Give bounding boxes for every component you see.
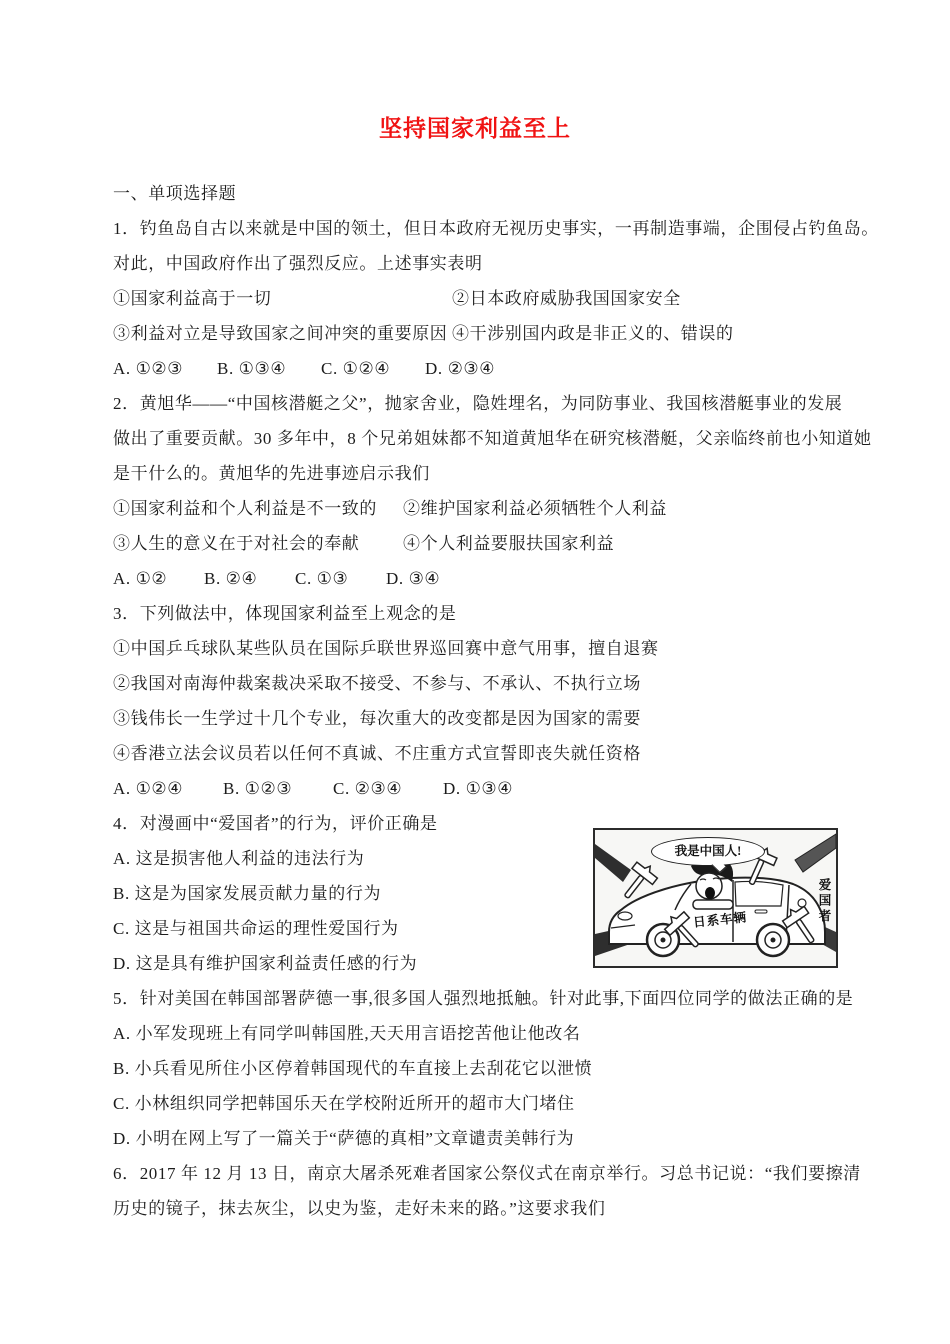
option-line: ②我国对南海仲裁案裁决采取不接受、不参与、不承认、不执行立场 [113,674,641,693]
option-line [113,526,873,561]
option-line: B. 这是为国家发展贡献力量的行为 [113,884,382,903]
option-line: D. 这是具有维护国家利益责任感的行为 [113,954,418,973]
line-segment: ③利益对立是导致国家之间冲突的重要原因 [113,324,448,343]
option-line: D. 小明在网上写了一篇关于“萨德的真相”文章谴责美韩行为 [113,1129,575,1148]
rear-wheel [757,924,789,956]
option-line [113,491,873,526]
line-segment: B. ②④ [204,569,258,588]
line-segment: ①国家利益和个人利益是不一致的 [113,499,377,518]
option-line [113,281,873,316]
sleeve-top-left [595,844,631,882]
line-segment: B. ①③④ [217,359,287,378]
line-segment: D. ②③④ [425,359,496,378]
question-line: 历史的镜子，抹去灰尘，以史为鉴，走好未来的路。”这要求我们 [113,1199,606,1218]
answer-line [113,351,873,386]
section-header-line: 一、单项选择题 [113,184,237,203]
line-segment: ③人生的意义在于对社会的奉献 [113,534,360,553]
answer-line [113,771,873,806]
question-line: 做出了重要贡献。30 多年中，8 个兄弟姐妹都不知道黄旭华在研究核潜艇，父亲临终前也小知道她 [113,429,872,448]
line-segment: D. ③④ [386,569,441,588]
question-line: 1．钓鱼岛自古以来就是中国的领土，但日本政府无视历史事实，一再制造事端，企围侵占钓鱼岛。 [113,219,879,238]
question-list [113,176,879,1226]
question-line: 3．下列做法中，体现国家利益至上观念的是 [113,604,457,623]
option-line: C. 这是与祖国共命运的理性爱国行为 [113,919,399,938]
option-line: A. 这是损害他人利益的违法行为 [113,849,365,868]
line-segment: ②日本政府威胁我国国家安全 [452,289,681,308]
patriot-label: 爱国者 [817,878,831,925]
line-segment: A. ①②④ [113,779,184,798]
option-line: ①中国乒乓球队某些队员在国际乒联世界巡回赛中意气用事，擅自退赛 [113,639,659,658]
line-segment: C. ①②④ [321,359,391,378]
option-line: A. 小军发现班上有同学叫韩国胜,天天用言语挖苦他让他改名 [113,1024,581,1043]
line-segment: C. ②③④ [333,779,403,798]
line-segment: ①国家利益高于一切 [113,289,272,308]
question-line: 4．对漫画中“爱国者”的行为，评价正确是 [113,814,438,833]
option-line: ④香港立法会议员若以任何不真诚、不庄重方式宣誓即丧失就任资格 [113,744,641,763]
option-line: ③钱伟长一生学过十几个专业，每次重大的改变都是因为国家的需要 [113,709,641,728]
line-segment: D. ①③④ [443,779,514,798]
line-segment: ④干涉别国内政是非正义的、错误的 [452,324,734,343]
option-line: B. 小兵看见所住小区停着韩国现代的车直接上去刮花它以泄愤 [113,1059,593,1078]
line-segment: B. ①②③ [223,779,293,798]
option-line: C. 小林组织同学把韩国乐天在学校附近所开的超市大门堵住 [113,1094,575,1113]
option-line [113,316,873,351]
question-line: 是干什么的。黄旭华的先进事迹启示我们 [113,464,430,483]
answer-line [113,561,873,596]
line-segment: C. ①③ [295,569,349,588]
line-segment: A. ①② [113,569,168,588]
speech-bubble: 我是中国人! [651,837,765,866]
cartoon-panel [593,828,838,968]
line-segment: ④个人利益要服扶国家利益 [403,534,615,553]
question-line: 6．2017 年 12 月 13 日，南京大屠杀死难者国家公祭仪式在南京举行。习总书记说：“我们要擦清 [113,1164,861,1183]
question-line: 2．黄旭华——“中国核潜艇之父”，抛家舍业，隐姓埋名，为同防事业、我国核潜艇事业的发展 [113,394,843,413]
sleeve-top-right [795,834,836,872]
line-segment: A. ①②③ [113,359,184,378]
question-line: 5．针对美国在韩国部署萨德一事,很多国人强烈地抵触。针对此事,下面四位同学的做法正确的是 [113,989,854,1008]
page-title: 坚持国家利益至上 [379,116,571,141]
question-line: 对此，中国政府作出了强烈反应。上述事实表明 [113,254,483,273]
car-door-label: 日系车辆 [692,910,748,930]
line-segment: ②维护国家利益必须牺牲个人利益 [403,499,667,518]
